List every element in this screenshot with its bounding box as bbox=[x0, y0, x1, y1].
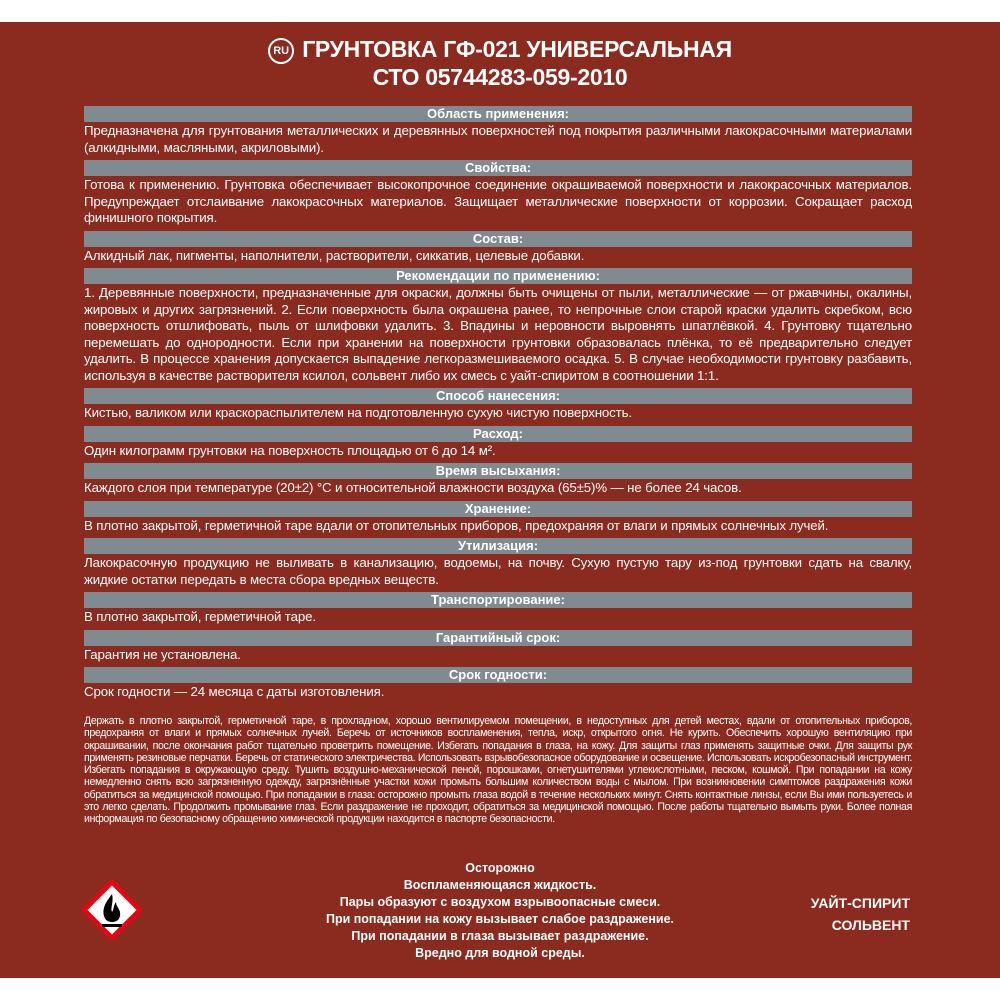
section-text: Кистью, валиком или краскораспылителем на подготовленную сухую чистую поверхность. bbox=[84, 405, 632, 420]
section-text: Лакокрасочную продукцию не выливать в канализацию, водоемы, на почву. Сухую пустую тару из-под грунтовки сдать на свалку, жидкие остатки передать в места сбора вредных веществ. bbox=[84, 555, 912, 587]
sections bbox=[84, 104, 912, 703]
section-text: Предназначена для грунтования металлических и деревянных поверхностей под покрытия различными лакокрасочными материалами (алкидными, масляными, акриловыми). bbox=[84, 123, 912, 155]
section-heading: Область применения: bbox=[84, 106, 912, 122]
product-title: RU ГРУНТОВКА ГФ-021 УНИВЕРСАЛЬНАЯ bbox=[0, 36, 1000, 64]
section-heading: Расход: bbox=[84, 426, 912, 442]
solvent-item: УАЙТ-СПИРИТ bbox=[810, 895, 910, 911]
product-standard: СТО 05744283-059-2010 bbox=[372, 64, 628, 90]
section-heading: Гарантийный срок: bbox=[84, 630, 912, 646]
section-text: 1. Деревянные поверхности, предназначенные для окраски, должны быть очищены от пыли, металлические — от ржавчины, окалины, жировых и других загрязнений. 2. Если поверхность была окрашена ранее, то непрочные слои старой краски удалить скребком, всю поверхность отшлифовать, пыль от шлифовки удалить. 3. Впадины и неровности выровнять шпатлёвкой. 4. Грунтовку тщательно перемешать до однородности. Если при хранении на поверхности грунтовки образовалась плёнка, то её предварительно следует удалить. В процессе хранения допускается выпадение легкоразмешиваемого осадка. 5. В случае необходимости грунтовку разбавить, используя в качестве растворителя ксилол, сольвент либо их смесь с уайт-спиритом в соотношении 1:1. bbox=[84, 285, 912, 383]
section-text: Алкидный лак, пигменты, наполнители, растворители, сиккатив, целевые добавки. bbox=[84, 247, 585, 263]
section-text: В плотно закрытой, герметичной таре вдали от отопительных приборов, предохраняя от влаги и прямых солнечных лучей. bbox=[84, 517, 829, 533]
section-heading: Способ нанесения: bbox=[84, 388, 912, 404]
section-text: Гарантия не установлена. bbox=[84, 646, 241, 662]
hazard-warnings bbox=[250, 860, 750, 962]
section-heading: Время высыхания: bbox=[84, 463, 912, 479]
solvent-list bbox=[811, 892, 910, 936]
section-heading: Состав: bbox=[84, 231, 912, 247]
section-text: Срок годности — 24 месяца с даты изготовления. bbox=[84, 684, 385, 699]
ru-certification-mark: RU bbox=[268, 38, 294, 64]
section-heading: Утилизация: bbox=[84, 538, 912, 554]
safety-text: Держать в плотно закрытой, герметичной таре, в прохладном, хорошо вентилируемом помещении, в недоступных для детей местах, вдали от отопительных приборов, предохраняя от влаги и прямых солнечных лучей. Беречь от источников воспламенения, тепла, искр, открытого огня. Не курить. Обеспечить хорошую вентиляцию при окрашивании, после окончания работ тщательно проветрить помещение. Избегать попадания в глаза, на кожу. Для защиты глаз применять защитные очки. Для защиты рук применять резиновые перчатки. Беречь от статического электричества. Использовать взрывобезопасное оборудование и освещение. Использовать искробезопасный инструмент. Избегать попадания в окружающую среду. Тушить воздушно-механической пеной, порошками, огнетушителями углекислотными, песком, кошмой. При попадании на кожу немедленно снять всю загрязненную одежду, загрязнённые участки кожи промыть большим количеством воды с мылом. При возникновении симптомов раздражения кожи обратиться за медицинской помощью. При попадании в глаза: осторожно промыть глаза водой в течение нескольких минут. Снять контактные линзы, если Вы ими пользуетесь и это легко сделать. Продолжить промывание глаз. Если раздражение не проходит, обратиться за медицинской помощью. После работы тщательно вымыть руки. Более полная информация по безопасному обращению химической продукции находится в паспорте безопасности. bbox=[84, 715, 912, 826]
flame-hazard-pictogram-icon bbox=[82, 880, 142, 940]
section-heading: Рекомендации по применению: bbox=[84, 268, 912, 284]
warning-line: Осторожно bbox=[465, 861, 535, 875]
warning-line: Вредно для водной среды. bbox=[415, 946, 585, 960]
section-heading: Хранение: bbox=[84, 501, 912, 517]
section-text: Готова к применению. Грунтовка обеспечивает высокопрочное соединение окрашиваемой поверхности и лакокрасочных материалов. Предупреждает отслаивание лакокрасочных материалов. Защищает металлические поверхности от коррозии. Сокращает расход финишного покрытия. bbox=[84, 177, 912, 225]
section-text: В плотно закрытой, герметичной таре. bbox=[84, 609, 316, 624]
warning-line: Пары образуют с воздухом взрывоопасные смеси. bbox=[339, 895, 661, 909]
section-text: Каждого слоя при температуре (20±2) °С и относительной влажности воздуха (65±5)% — не более 24 часов. bbox=[84, 480, 742, 495]
warning-line: При попадании в глаза вызывает раздражение. bbox=[351, 929, 649, 943]
warning-line: При попадании на кожу вызывает слабое раздражение. bbox=[325, 912, 675, 926]
section-heading: Транспортирование: bbox=[84, 592, 912, 608]
product-label bbox=[0, 22, 1000, 978]
solvent-item: СОЛЬВЕНТ bbox=[831, 917, 910, 933]
section-heading: Срок годности: bbox=[84, 667, 912, 683]
section-text: Один килограмм грунтовки на поверхность площадью от 6 до 14 м². bbox=[84, 442, 496, 458]
warning-line: Воспламеняющаяся жидкость. bbox=[403, 878, 597, 892]
section-heading: Свойства: bbox=[84, 160, 912, 176]
